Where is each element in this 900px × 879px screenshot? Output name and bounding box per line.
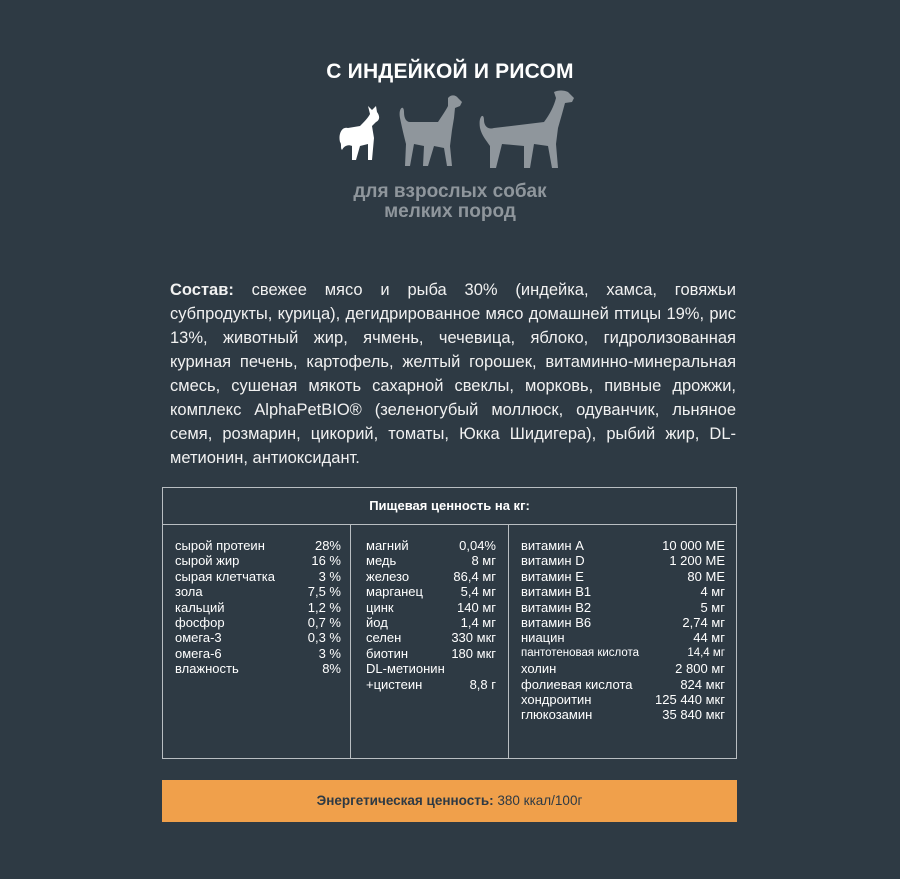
nutrient-row <box>366 661 496 676</box>
nutrient-row <box>175 569 341 584</box>
nutrient-row <box>521 584 725 599</box>
nutrient-row <box>521 538 725 553</box>
product-title: С ИНДЕЙКОЙ И РИСОМ <box>326 60 574 83</box>
nutrient-name: йод <box>366 615 388 631</box>
nutrient-row <box>175 584 341 599</box>
nutrient-name: хондроитин <box>521 692 592 708</box>
nutrient-value: 3 % <box>318 568 341 584</box>
composition-paragraph <box>170 278 736 470</box>
nutrient-row <box>521 600 725 615</box>
nutrition-column-main <box>175 538 341 677</box>
nutrient-row <box>175 553 341 568</box>
nutrient-row <box>175 615 341 630</box>
nutrition-column-vitamins <box>521 538 725 723</box>
nutrition-column-minerals <box>366 538 496 692</box>
nutrient-row <box>521 630 725 645</box>
nutrient-row <box>175 538 341 553</box>
nutrient-name: витамин B2 <box>521 599 592 615</box>
nutrient-value: 5,4 мг <box>460 584 496 600</box>
nutrient-row <box>366 569 496 584</box>
nutrient-name: глюкозамин <box>521 707 593 723</box>
nutrient-name: витамин B1 <box>521 584 592 600</box>
nutrient-name: зола <box>175 584 203 600</box>
subtitle-line-1: для взрослых собак <box>353 181 547 202</box>
nutrient-name: сырой жир <box>175 553 240 569</box>
nutrient-value: 86,4 мг <box>453 568 496 584</box>
nutrient-name: витамин A <box>521 538 584 553</box>
nutrient-name: магний <box>366 538 409 553</box>
energy-value-bar <box>162 780 737 822</box>
nutrient-row <box>366 553 496 568</box>
nutrient-row <box>521 569 725 584</box>
nutrition-header: Пищевая ценность на кг: <box>163 488 736 525</box>
nutrient-value: 1,4 мг <box>460 615 496 631</box>
nutrient-value: 2,74 мг <box>682 615 725 631</box>
nutrient-name: цинк <box>366 599 394 615</box>
nutrient-value: 14,4 мг <box>687 646 725 659</box>
nutrient-name: влажность <box>175 661 239 677</box>
nutrient-value: 0,7 % <box>307 615 341 631</box>
small-dog-icon <box>339 106 379 160</box>
nutrient-name: сырой протеин <box>175 538 265 553</box>
nutrient-row <box>521 646 725 661</box>
nutrient-name: омега-6 <box>175 645 222 661</box>
nutrient-row <box>366 630 496 645</box>
nutrient-row <box>366 538 496 553</box>
nutrient-row <box>521 615 725 630</box>
nutrient-name: омега-3 <box>175 630 222 646</box>
target-audience <box>0 182 900 222</box>
nutrient-name: +цистеин <box>366 676 423 692</box>
nutrient-name: селен <box>366 630 402 646</box>
nutrient-name: сырая клетчатка <box>175 568 276 584</box>
nutrient-value: 2 800 мг <box>675 661 725 677</box>
nutrition-table <box>162 487 737 759</box>
nutrient-name: медь <box>366 553 397 569</box>
nutrient-row <box>521 707 725 722</box>
nutrient-value: 10 000 МЕ <box>662 538 725 553</box>
nutrient-name: фосфор <box>175 615 225 631</box>
nutrient-name: фолиевая кислота <box>521 676 633 692</box>
nutrient-row <box>175 646 341 661</box>
nutrient-name: железо <box>366 568 410 584</box>
column-divider <box>508 525 509 759</box>
nutrient-row <box>521 692 725 707</box>
large-dog-icon <box>480 91 574 169</box>
nutrient-value: 140 мг <box>457 599 496 615</box>
subtitle-line-2: мелких пород <box>384 201 516 222</box>
nutrient-value: 125 440 мкг <box>655 692 725 708</box>
nutrient-value: 5 мг <box>700 599 725 615</box>
nutrient-row <box>366 600 496 615</box>
dog-size-icons <box>330 88 580 178</box>
nutrient-name: биотин <box>366 645 409 661</box>
nutrient-value: 1,2 % <box>307 599 341 615</box>
nutrient-name: пантотеновая кислота <box>521 646 640 659</box>
nutrient-value: 0,04% <box>459 538 496 553</box>
nutrient-row <box>366 615 496 630</box>
nutrient-row <box>175 661 341 676</box>
nutrient-value: 4 мг <box>700 584 725 600</box>
nutrient-name: DL-метионин <box>366 661 445 677</box>
nutrient-row <box>521 553 725 568</box>
nutrient-row <box>366 584 496 599</box>
nutrient-value: 3 % <box>318 645 341 661</box>
nutrient-value: 44 мг <box>693 630 725 646</box>
nutrient-value: 28% <box>314 538 341 553</box>
nutrient-value: 7,5 % <box>307 584 341 600</box>
nutrient-row <box>175 630 341 645</box>
composition-text: свежее мясо и рыба 30% (индейка, хамса, говяжьи субпродукты, курица), дегидрированное мясо домашней птицы 19%, рис 13%, животный жир, ячмень, чечевица, яблоко, гидролизованная куриная печень, картофель, желтый горошек, витаминно-минеральная смесь, сушеная мякоть сахарной свеклы, морковь, пивные дрожжи, комплекс AlphaPetBIO® (зеленогубый моллюск, одуванчик, льняное семя, розмарин, цикорий, томаты, Юкка Шидигера), рыбий жир, DL-метионин, антиоксидант. <box>170 281 736 467</box>
nutrient-name: холин <box>521 661 557 677</box>
nutrient-value: 16 % <box>311 553 341 569</box>
nutrient-value: 80 МЕ <box>687 568 725 584</box>
nutrient-row <box>366 646 496 661</box>
nutrient-name: ниацин <box>521 630 565 646</box>
nutrient-row <box>175 600 341 615</box>
nutrient-value: 8 мг <box>471 553 496 569</box>
nutrient-value: 8,8 г <box>469 676 496 692</box>
energy-label: Энергетическая ценность: <box>316 793 494 808</box>
nutrient-value: 824 мкг <box>680 676 725 692</box>
nutrient-name: витамин B6 <box>521 615 592 631</box>
nutrient-value: 0,3 % <box>307 630 341 646</box>
nutrient-row <box>521 677 725 692</box>
nutrient-value: 1 200 МЕ <box>669 553 725 569</box>
column-divider <box>350 525 351 759</box>
nutrient-name: кальций <box>175 599 225 615</box>
composition-label: Состав: <box>170 281 234 299</box>
nutrient-name: витамин D <box>521 553 585 569</box>
nutrient-value: 8% <box>322 661 341 677</box>
nutrient-value: 35 840 мкг <box>662 707 725 723</box>
medium-dog-icon <box>400 95 462 166</box>
nutrient-name: марганец <box>366 584 423 600</box>
energy-value: 380 ккал/100г <box>493 793 583 808</box>
nutrient-value: 330 мкг <box>451 630 496 646</box>
nutrient-name: витамин E <box>521 568 584 584</box>
nutrient-row <box>366 677 496 692</box>
nutrient-value: 180 мкг <box>451 645 496 661</box>
nutrient-row <box>521 661 725 676</box>
